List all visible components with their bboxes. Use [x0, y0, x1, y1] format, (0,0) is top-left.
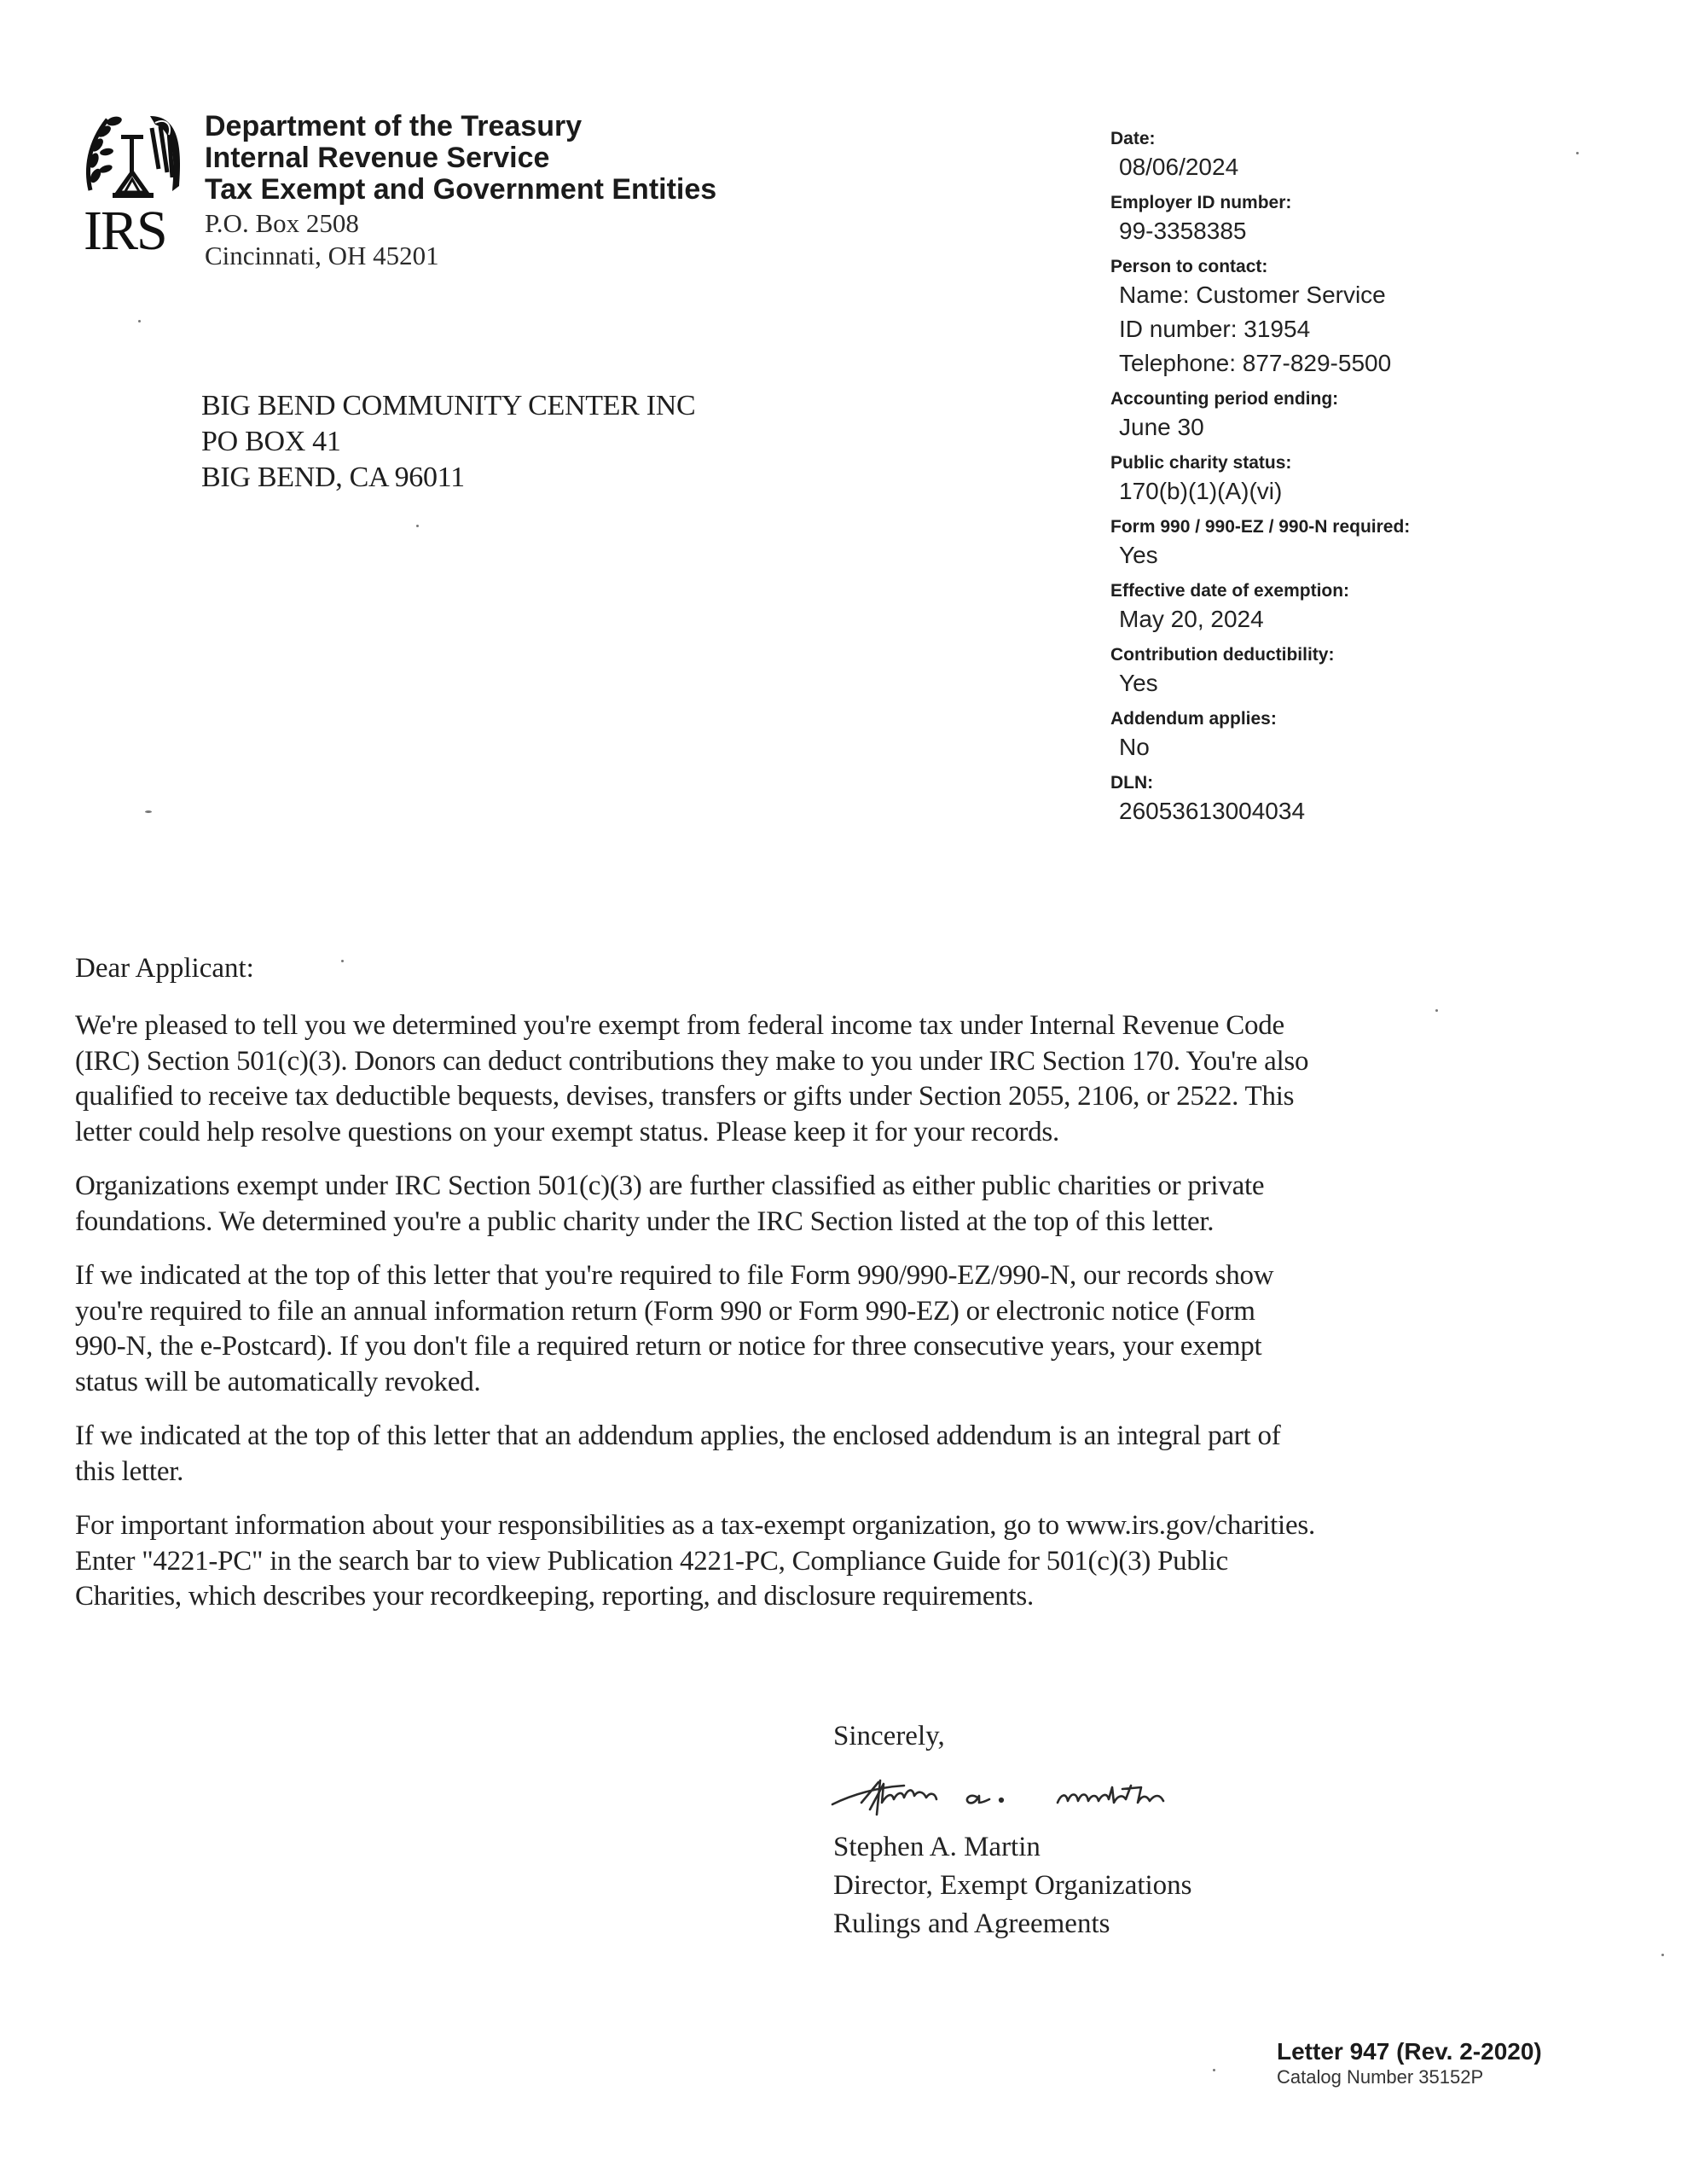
agency-line: Department of the Treasury [205, 110, 583, 142]
agency-address-line: P.O. Box 2508 [205, 208, 359, 238]
info-value: 99-3358385 [1119, 218, 1247, 244]
signer-name: Stephen A. Martin [833, 1832, 1041, 1862]
contact-telephone: Telephone: 877-829-5500 [1119, 350, 1392, 376]
agency-address [205, 207, 439, 272]
body-line: If we indicated at the top of this letter that you're required to file Form 990/990-EZ/990-N, our records show [75, 1260, 1274, 1291]
scan-speck [145, 810, 152, 813]
info-value: Yes [1119, 670, 1158, 696]
letter-info-panel [1110, 128, 1622, 836]
info-value: Yes [1119, 542, 1158, 568]
body-line: Charities, which describes your recordkeeping, reporting, and disclosure requirements. [75, 1581, 1034, 1612]
agency-line: Internal Revenue Service [205, 142, 550, 174]
contact-id: ID number: 31954 [1119, 316, 1311, 342]
scan-speck [1435, 1009, 1438, 1012]
signer-block [833, 1828, 1192, 1943]
info-label: DLN: [1110, 773, 1154, 793]
scan-speck [416, 525, 419, 527]
irs-logo-text: IRS [84, 200, 166, 262]
salutation: Dear Applicant: [75, 953, 254, 984]
letter-footer [1277, 2038, 1542, 2089]
scan-speck [1576, 152, 1579, 154]
info-date [1110, 128, 1622, 184]
agency-address-line: Cincinnati, OH 45201 [205, 241, 439, 270]
info-value: May 20, 2024 [1119, 606, 1264, 632]
info-value: 26053613004034 [1119, 798, 1306, 824]
body-line: Organizations exempt under IRC Section 501(c)(3) are further classified as either public charities or private [75, 1170, 1265, 1201]
scan-speck [1661, 1954, 1664, 1956]
body-line: (IRC) Section 501(c)(3). Donors can deduct contributions they make to you under IRC Section 170. You're also [75, 1045, 1309, 1077]
contact-name: Name: Customer Service [1119, 282, 1386, 308]
info-value [1110, 278, 1622, 380]
info-accounting-period [1110, 388, 1622, 444]
info-label: Public charity status: [1110, 453, 1292, 473]
info-label: Employer ID number: [1110, 193, 1292, 212]
form-identifier: Letter 947 (Rev. 2-2020) [1277, 2038, 1542, 2065]
body-paragraph [75, 1169, 1627, 1240]
info-label: Contribution deductibility: [1110, 645, 1335, 665]
signer-title: Director, Exempt Organizations [833, 1870, 1192, 1901]
body-line: 990-N, the e-Postcard). If you don't file a required return or notice for three consecutive years, your exempt [75, 1331, 1262, 1362]
letter-body [75, 1008, 1627, 1634]
info-contact [1110, 256, 1622, 380]
info-addendum [1110, 708, 1622, 764]
info-label: Addendum applies: [1110, 709, 1277, 729]
body-line: For important information about your responsibilities as a tax-exempt organization, go to www.irs.gov/charities. [75, 1510, 1315, 1541]
agency-name [205, 111, 716, 206]
body-line: letter could help resolve questions on your exempt status. Please keep it for your records. [75, 1116, 1059, 1147]
body-paragraph [75, 1008, 1627, 1150]
body-paragraph [75, 1419, 1627, 1490]
info-label: Accounting period ending: [1110, 389, 1339, 409]
info-effective-date [1110, 580, 1622, 636]
body-line: qualified to receive tax deductible bequests, devises, transfers or gifts under Section 2055, 2106, or 2522. This [75, 1081, 1295, 1112]
body-line: this letter. [75, 1455, 184, 1487]
valediction: Sincerely, [833, 1721, 945, 1751]
body-line: you're required to file an annual information return (Form 990 or Form 990-EZ) or electronic notice (Form [75, 1295, 1255, 1327]
scan-speck [1213, 2069, 1215, 2071]
info-label: Form 990 / 990-EZ / 990-N required: [1110, 517, 1411, 537]
info-value: 170(b)(1)(A)(vi) [1119, 478, 1283, 504]
body-line: We're pleased to tell you we determined you're exempt from federal income tax under Internal Revenue Code [75, 1010, 1284, 1041]
info-form-required [1110, 516, 1622, 572]
recipient-address [201, 388, 695, 496]
irs-eagle-scales-icon [84, 109, 186, 203]
body-paragraph [75, 1508, 1627, 1615]
info-value: June 30 [1119, 414, 1204, 440]
body-line: foundations. We determined you're a public charity under the IRC Section listed at the top of this letter. [75, 1205, 1215, 1237]
handwritten-signature-icon [827, 1769, 1237, 1820]
scan-speck [341, 960, 344, 962]
signer-department: Rulings and Agreements [833, 1908, 1110, 1939]
info-value: No [1119, 734, 1150, 760]
info-label: Date: [1110, 129, 1156, 148]
body-line: If we indicated at the top of this letter that an addendum applies, the enclosed addendum is an integral part of [75, 1420, 1281, 1451]
info-label: Effective date of exemption: [1110, 581, 1350, 601]
signature [827, 1769, 1237, 1820]
scan-speck [138, 320, 141, 322]
info-ein [1110, 192, 1622, 248]
body-line: status will be automatically revoked. [75, 1366, 481, 1397]
info-value: 08/06/2024 [1119, 154, 1239, 180]
recipient-street: PO BOX 41 [201, 426, 341, 457]
agency-line: Tax Exempt and Government Entities [205, 173, 717, 206]
recipient-city: BIG BEND, CA 96011 [201, 462, 465, 493]
info-public-charity-status [1110, 452, 1622, 508]
irs-logo [84, 109, 186, 263]
catalog-number: Catalog Number 35152P [1277, 2066, 1484, 2088]
body-line: Enter "4221-PC" in the search bar to view Publication 4221-PC, Compliance Guide for 501(c)(3) Public [75, 1545, 1228, 1577]
body-paragraph [75, 1258, 1627, 1400]
info-dln [1110, 772, 1622, 828]
info-deductibility [1110, 644, 1622, 700]
recipient-name: BIG BEND COMMUNITY CENTER INC [201, 390, 696, 421]
info-label: Person to contact: [1110, 257, 1268, 276]
